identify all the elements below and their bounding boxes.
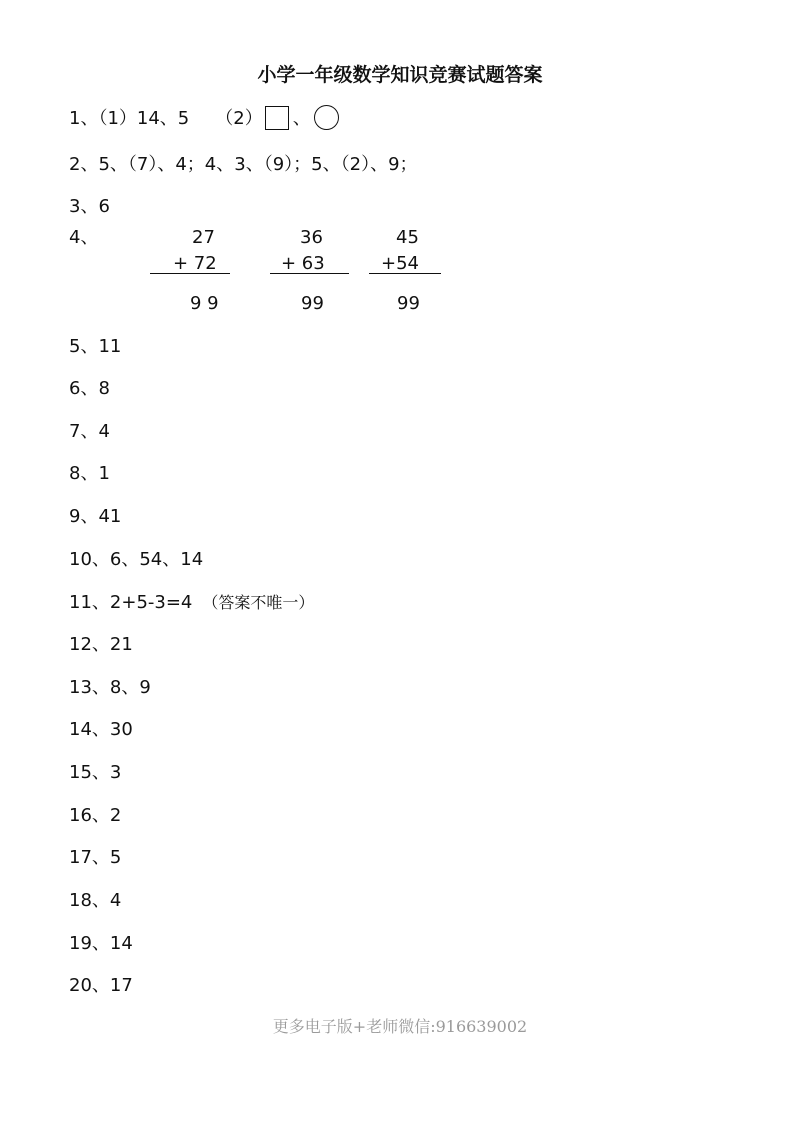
answer-1-part1: 1、（1）14、5	[69, 108, 190, 129]
sum-result: 99	[397, 293, 420, 314]
answer-15: 15、3	[69, 762, 122, 783]
answer-14: 14、30	[69, 719, 133, 740]
answer-11-equation: 11、2+5-3=4	[69, 592, 193, 613]
answer-9: 9、41	[69, 506, 122, 527]
answer-7: 7、4	[69, 421, 110, 442]
addend-top: 27	[192, 227, 215, 248]
addend-bottom: + 63	[281, 253, 325, 274]
answer-19: 19、14	[69, 933, 133, 954]
square-icon	[265, 106, 289, 130]
sum-result: 9 9	[190, 293, 219, 314]
answer-3: 3、6	[69, 196, 110, 217]
circle-icon	[314, 105, 339, 130]
answer-2: 2、5、（7）、4；4、3、（9）；5、（2）、9；	[69, 154, 418, 175]
footer-contact: 更多电子版+老师微信:916639002	[272, 1017, 528, 1036]
answer-12: 12、21	[69, 634, 133, 655]
addend-top: 45	[396, 227, 419, 248]
addend-bottom: + 72	[173, 253, 217, 274]
addend-top: 36	[300, 227, 323, 248]
answer-8: 8、1	[69, 463, 110, 484]
answer-16: 16、2	[69, 805, 122, 826]
answer-17: 17、5	[69, 847, 122, 868]
sum-divider-line	[270, 273, 349, 274]
addend-bottom: +54	[381, 253, 419, 274]
answer-5: 5、11	[69, 336, 122, 357]
page-title: 小学一年级数学知识竞赛试题答案	[257, 64, 543, 86]
answer-4-label: 4、	[69, 227, 99, 248]
answer-1	[69, 105, 339, 131]
answer-1-separator: 、	[292, 108, 311, 129]
answer-6: 6、8	[69, 378, 110, 399]
sum-result: 99	[301, 293, 324, 314]
answer-1-part2-label: （2）	[215, 108, 263, 129]
answer-13: 13、8、9	[69, 677, 151, 698]
answer-20: 20、17	[69, 975, 133, 996]
answer-11	[69, 591, 314, 615]
answer-11-note: （答案不唯一）	[202, 593, 315, 612]
answer-18: 18、4	[69, 890, 122, 911]
sum-divider-line	[150, 273, 230, 274]
answer-10: 10、6、54、14	[69, 549, 204, 570]
sum-divider-line	[369, 273, 441, 274]
